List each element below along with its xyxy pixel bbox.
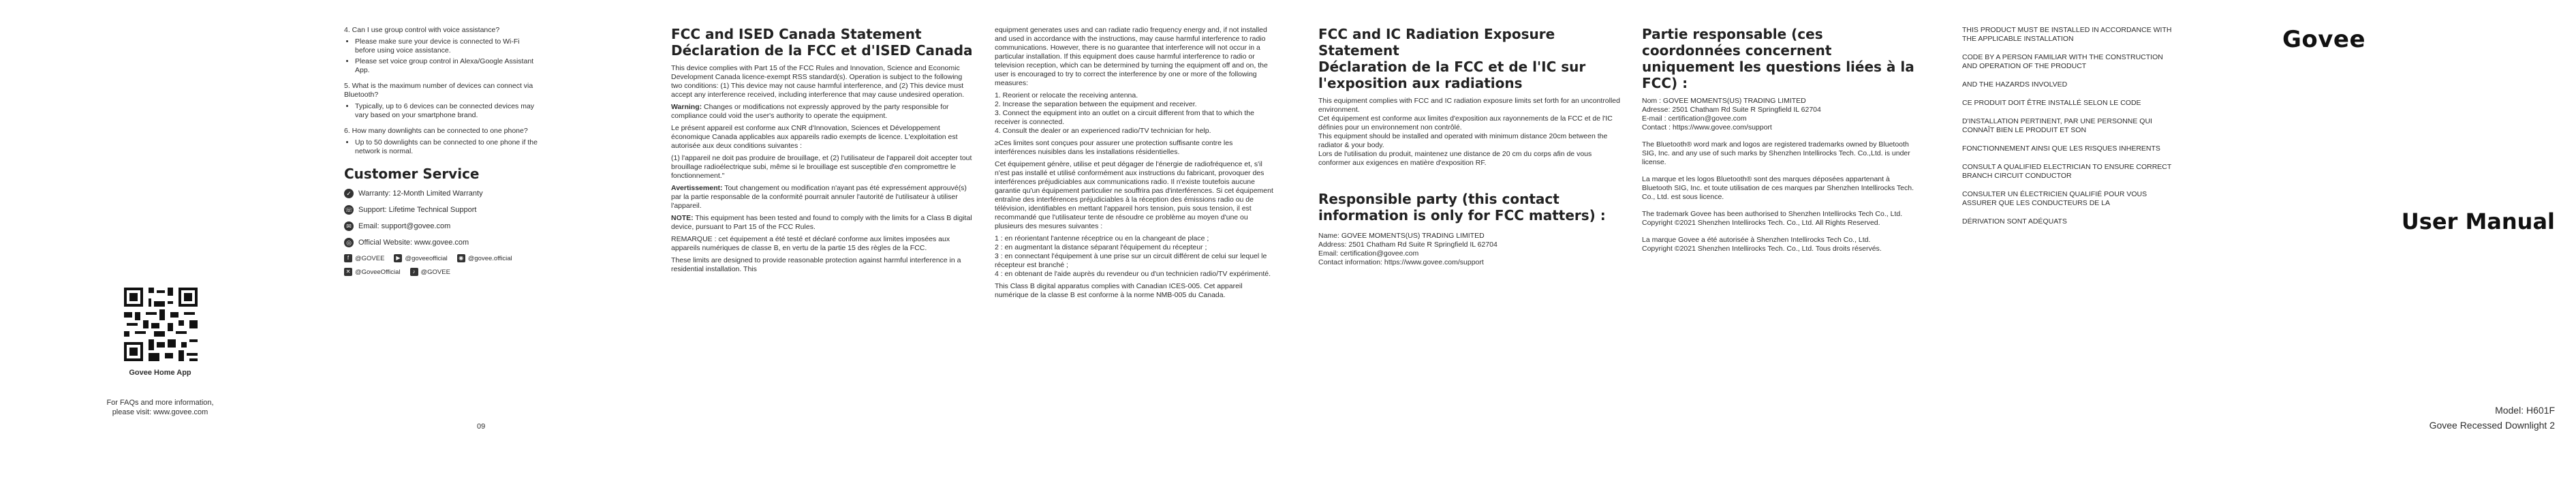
warning-line: D'INSTALLATION PERTINENT, PAR UNE PERSONNE QUI CONNAÎT BIEN LE PRODUIT ET SON: [1962, 117, 2152, 134]
warning-line: AND THE HAZARDS INVOLVED: [1962, 80, 2068, 89]
fcc-continued: [995, 26, 1274, 477]
support-email-link[interactable]: Email: support@govee.com: [358, 222, 451, 230]
limites-paragraph: ≥Ces limites sont conçues pour assurer une protection suffisante contre les interférences nuisibles dans les installations résidentielles.: [995, 139, 1233, 156]
partie-contact[interactable]: Contact : https://www.govee.com/support: [1642, 123, 1772, 132]
tiktok-link[interactable]: ♪ @GOVEE: [410, 268, 450, 276]
instagram-link[interactable]: ◉ @govee.official: [457, 254, 512, 262]
instagram-icon: ◉: [457, 254, 465, 262]
partie-adresse: Adresse: 2501 Chatham Rd Suite R Springfield IL 62704: [1642, 106, 1821, 114]
govee-logo: Govee: [2282, 26, 2366, 53]
mesure-item: 4 : en obtenant de l'aide auprès du revendeur ou d'un technicien radio/TV expérimenté.: [995, 270, 1271, 278]
model-number: Model: H601F: [2495, 405, 2555, 416]
warranty-text: Warranty: 12-Month Limited Warranty: [358, 189, 483, 198]
faq-item: [344, 127, 542, 156]
qr-panel: [68, 0, 252, 451]
fcc-ised-paragraph-fr: Le présent appareil est conforme aux CNR d'Innovation, Sciences et Développement économique Canada applicables aux appareils radio exempts de licence. L'exploitation est autorisée aux deux conditions suivantes :: [671, 124, 958, 150]
faq-question: 6. How many downlights can be connected to one phone?: [344, 127, 528, 135]
fcc-ised-statement: [671, 26, 974, 477]
faq-item: [344, 26, 542, 75]
measure-item: 4. Consult the dealer or an experienced radio/TV technician for help.: [995, 127, 1211, 135]
page-number: 09: [477, 422, 486, 431]
party-address: Address: 2501 Chatham Rd Suite R Springfield IL 62704: [1318, 241, 1498, 249]
ices-paragraph: This Class B digital apparatus complies with Canadian ICES-005. Cet appareil numérique de la classe B est conforme à la norme NMB-005 du Canada.: [995, 282, 1243, 299]
shield-icon: ✓: [344, 189, 354, 198]
avertissement-paragraph: Avertissement: Tout changement ou modification n'ayant pas été expressément approuvé(s) par la partie responsable de la conformité pourrait annuler l'autorité de l'utilisateur à utiliser l'appareil.: [671, 184, 967, 210]
qr-code-icon[interactable]: [121, 285, 200, 364]
limits-paragraph: These limits are designed to provide reasonable protection against harmful interference in a residential installation. This: [671, 256, 961, 273]
faq-answer: • Up to 50 downlights can be connected to one phone if the network is normal.: [355, 138, 542, 156]
partie-email[interactable]: E-mail : certification@govee.com: [1642, 114, 1747, 123]
radiation-title: FCC and IC Radiation Exposure Statement Déclaration de la FCC et de l'IC sur l'exposition aux radiations: [1318, 26, 1586, 91]
facebook-icon: f: [344, 254, 352, 262]
website-row: [344, 238, 542, 247]
bluetooth-notice-fr: La marque et les logos Bluetooth® sont des marques déposées appartenant à Bluetooth SIG, Inc. et toute utilisation de ces marques par Shenzhen Intellirocks Tech. Co., Ltd. est sous licence.: [1642, 175, 1914, 201]
trademark-notice-fr: La marque Govee a été autorisée à Shenzhen Intellirocks Tech Co., Ltd.: [1642, 236, 1871, 244]
fcc-ised-conditions-fr: (1) l'appareil ne doit pas produire de brouillage, et (2) l'utilisateur de l'appareil doit accepter tout brouillage radioélectrique subi, même si le brouillage est susceptible d'en compromettre le fonctionnement.": [671, 154, 972, 180]
faq-question: 4. Can I use group control with voice assistance?: [344, 26, 500, 34]
warning-line: CONSULT A QUALIFIED ELECTRICIAN TO ENSURE CORRECT BRANCH CIRCUIT CONDUCTOR: [1962, 163, 2172, 180]
faq-note: [68, 398, 252, 417]
radiation-distance-fr: Lors de l'utilisation du produit, maintenez une distance de 20 cm du corps afin de vous conformer aux exigences en matière d'exposition RF.: [1318, 150, 1592, 167]
faq-note-line-1: For FAQs and more information,: [106, 399, 214, 407]
product-name: Govee Recessed Downlight 2: [2429, 420, 2555, 431]
party-email[interactable]: Email: certification@govee.com: [1318, 249, 1419, 258]
fcc-interference-paragraph: equipment generates uses and can radiate radio frequency energy and, if not installed and used in accordance with the instructions, may cause harmful interference to radio communications. However, there is no guarantee that interference will not occur in a particular installation. If this equipment does cause harmful interference to radio or television reception, which can be determined by turning the equipment off and on, the user is encouraged to try to correct the interference by one or more of the following measures:: [995, 26, 1268, 87]
responsible-party-title: Responsible party (this contact information is only for FCC matters) :: [1318, 191, 1606, 224]
social-links: [344, 254, 542, 262]
note-paragraph: NOTE: This equipment has been tested and found to comply with the limits for a Class B digital device, pursuant to Part 15 of the FCC Rules.: [671, 214, 972, 231]
faq-answer: • Please set voice group control in Alexa/Google Assistant App.: [355, 57, 542, 75]
tiktok-icon: ♪: [410, 268, 418, 276]
faq-panel: [344, 26, 542, 435]
twitter-link[interactable]: ✕ @GoveeOfficial: [344, 268, 401, 276]
twitter-icon: ✕: [344, 268, 352, 276]
party-name: Name: GOVEE MOMENTS(US) TRADING LIMITED: [1318, 232, 1485, 240]
warning-line: FONCTIONNEMENT AINSI QUE LES RISQUES INHERENTS: [1962, 144, 2160, 153]
social-links-row-2: [344, 268, 542, 276]
qr-caption: Govee Home App: [129, 369, 191, 377]
manual-title: User Manual: [2401, 209, 2555, 234]
youtube-icon: ▶: [394, 254, 402, 262]
partie-nom: Nom : GOVEE MOMENTS(US) TRADING LIMITED: [1642, 97, 1806, 105]
partie-responsable: [1642, 26, 1921, 477]
globe-icon: ◎: [344, 238, 354, 247]
warning-line: CE PRODUIT DOIT ÊTRE INSTALLÉ SELON LE CODE: [1962, 99, 2141, 107]
measure-item: 3. Connect the equipment into an outlet on a circuit different from that to which the receiver is connected.: [995, 109, 1254, 126]
fcc-ised-paragraph: This device complies with Part 15 of the FCC Rules and Innovation, Science and Economic Development Canada licence-exempt RSS standard(s). Operation is subject to the following two conditions: (1) This device may not cause harmful interference, and (2) This device must accept any interference received, including interference that may cause undesired operation.: [671, 64, 965, 99]
warning-line: THIS PRODUCT MUST BE INSTALLED IN ACCORDANCE WITH THE APPLICABLE INSTALLATION: [1962, 26, 2172, 43]
fcc-ised-title: FCC and ISED Canada Statement Déclaration de la FCC et d'ISED Canada: [671, 26, 973, 59]
website-link[interactable]: Official Website: www.govee.com: [358, 238, 469, 247]
faq-question: 5. What is the maximum number of devices can connect via Bluetooth?: [344, 82, 533, 99]
youtube-link[interactable]: ▶ @goveeofficial: [394, 254, 447, 262]
support-text: Support: Lifetime Technical Support: [358, 206, 477, 214]
partie-title: Partie responsable (ces coordonnées concernent uniquement les questions liées à la FCC) :: [1642, 26, 1914, 91]
trademark-notice: The trademark Govee has been authorised to Shenzhen Intellirocks Tech Co., Ltd.: [1642, 210, 1903, 218]
bluetooth-notice: The Bluetooth® word mark and logos are registered trademarks owned by Bluetooth SIG, Inc. and any use of such marks by Shenzhen Intellirocks Tech. Co.,Ltd. is under license.: [1642, 140, 1910, 166]
support-row: [344, 205, 542, 215]
customer-service-title: Customer Service: [344, 166, 480, 182]
mesure-item: 1 : en réorientant l'antenne réceptrice ou en la changeant de place ;: [995, 234, 1209, 243]
party-contact[interactable]: Contact information: https://www.govee.com/support: [1318, 258, 1484, 266]
headset-icon: ☏: [345, 206, 353, 213]
copyright-notice: Copyright ©2021 Shenzhen Intellirocks Tech. Co., Ltd. All Rights Reserved.: [1642, 219, 1880, 227]
email-row: [344, 221, 542, 231]
warranty-row: [344, 189, 542, 198]
measure-item: 1. Reorient or relocate the receiving antenna.: [995, 91, 1138, 99]
faq-item: [344, 82, 542, 120]
warning-line: CODE BY A PERSON FAMILIAR WITH THE CONSTRUCTION AND OPERATION OF THE PRODUCT: [1962, 53, 2163, 70]
copyright-notice-fr: Copyright ©2021 Shenzhen Intellirocks Tech. Co., Ltd. Tous droits réservés.: [1642, 245, 1882, 253]
radiation-distance: This equipment should be installed and operated with minimum distance 20cm between the radiator & your body.: [1318, 132, 1608, 149]
remarque-paragraph: REMARQUE : cet équipement a été testé et déclaré conforme aux limites imposées aux appareils numériques de classe B, en vertu de la partie 15 des règles de la FCC.: [671, 235, 950, 252]
faq-answer: • Typically, up to 6 devices can be connected devices may vary based on your smartphone brand.: [355, 102, 542, 120]
radiation-statement: [1318, 26, 1625, 477]
faq-note-line-2: please visit: www.govee.com: [112, 408, 208, 416]
mesure-item: 2 : en augmentant la distance séparant l'équipement du récepteur ;: [995, 243, 1207, 251]
faq-answer: • Please make sure your device is connected to Wi-Fi before using voice assistance.: [355, 37, 542, 55]
radiation-paragraph-fr: Cet équipement est conforme aux limites d'exposition aux rayonnements de la FCC et de l'IC définies pour un environnement non contrôlé.: [1318, 114, 1613, 132]
mail-icon: ✉: [344, 221, 354, 231]
facebook-link[interactable]: f @GOVEE: [344, 254, 384, 262]
measure-item: 2. Increase the separation between the equipment and receiver.: [995, 100, 1197, 108]
cover-page: [2255, 0, 2555, 451]
warning-paragraph: Warning: Changes or modifications not expressly approved by the party responsible for compliance could void the user's authority to operate the equipment.: [671, 103, 949, 120]
mesure-item: 3 : en connectant l'équipement à une prise sur un circuit différent de celui sur lequel le récepteur est branché ;: [995, 252, 1267, 269]
warning-line: DÉRIVATION SONT ADÉQUATS: [1962, 217, 2067, 226]
installation-warnings: [1962, 26, 2173, 477]
radiation-paragraph: This equipment complies with FCC and IC radiation exposure limits set forth for an uncontrolled environment.: [1318, 97, 1620, 114]
interferences-paragraph-fr: Cet équipement génère, utilise et peut dégager de l'énergie de radiofréquence et, s'il n'est pas installé et utilisé conformément aux instructions du fabricant, provoquer des interférences préjudiciables aux communications radio. Il n'existe toutefois aucune garantie qu'un équipement particulier ne souffrira pas d'interférences. Si cet équipement entraîne des interférences préjudiciables à la réception des émissions radio ou de télévision, identifiables en mettant l'appareil hors tension, puis sous tension, il est recommandé que l'utilisateur tente de résoudre ce problème au moyen d'une ou plusieurs des mesures suivantes :: [995, 160, 1273, 230]
warning-line: CONSULTER UN ÉLECTRICIEN QUALIFIÉ POUR VOUS ASSURER QUE LES CONDUCTEURS DE LA: [1962, 190, 2147, 207]
